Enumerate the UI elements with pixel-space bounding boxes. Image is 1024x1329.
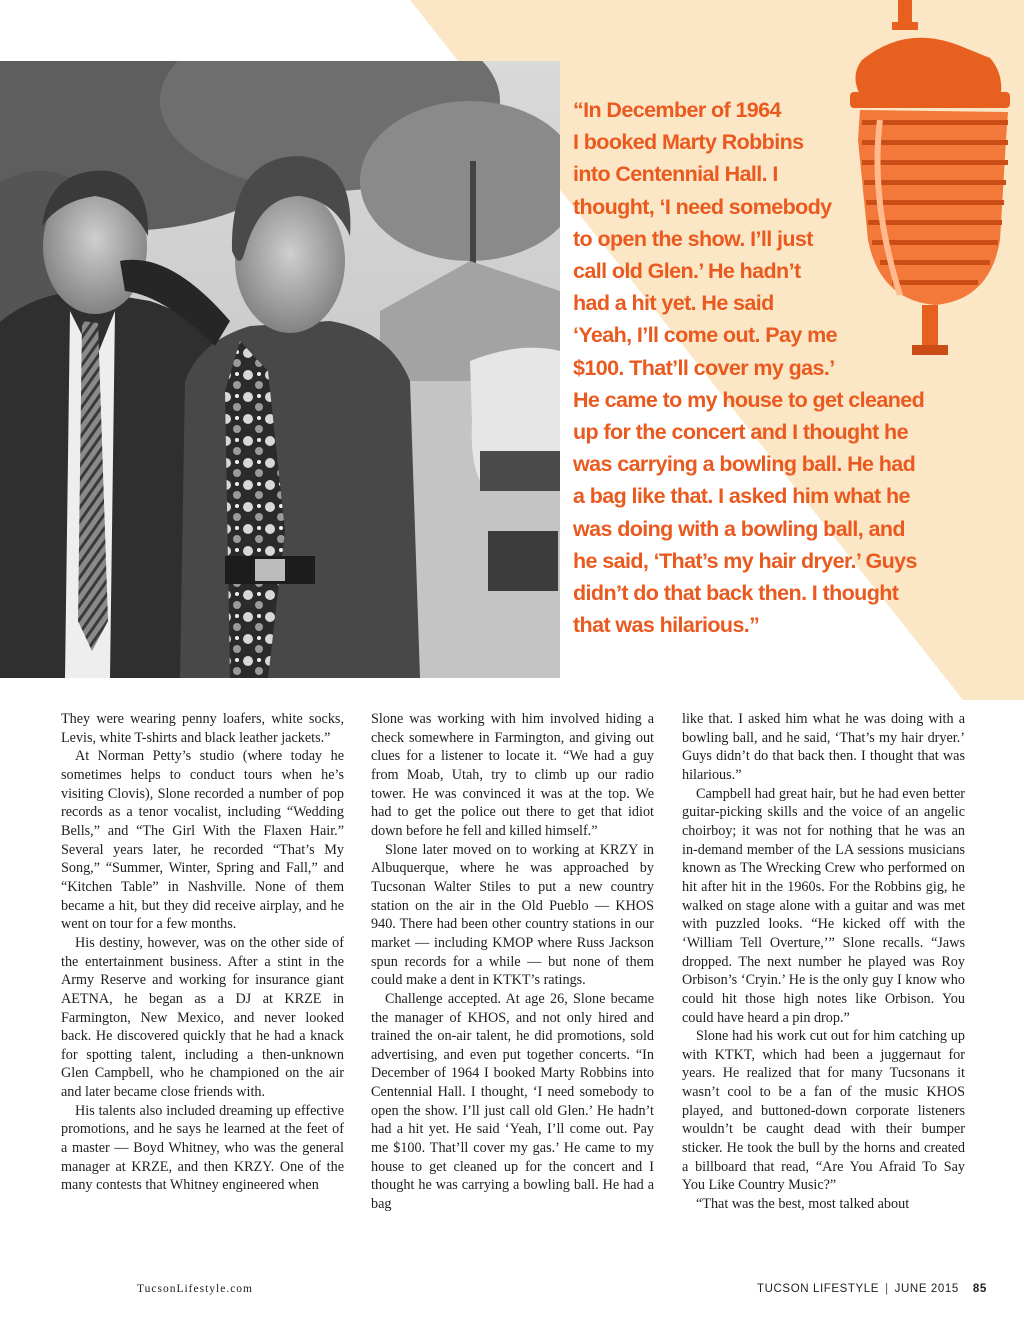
pull-quote-line: he said, ‘That’s my hair dryer.’ Guys bbox=[573, 548, 917, 573]
paragraph: Campbell had great hair, but he had even better guitar-picking skills and the voice of an angelic choirboy; it was not for nothing that he was an in-demand member of the LA sessions musicians known as The Wrecking Crew who performed on hit after hit in the 1960s. For the Robbins gig, he walked on stage alone with a guitar and was met with puzzled looks. “He kicked off with the ‘William Tell Overture,’” Slone recalls. “Jaws dropped. The next number he played was Roy Orbison’s ‘Cryin.’ He is the only guy I know who could hit those high notes like Orbison. You could have heard a pin drop.” bbox=[682, 785, 965, 1026]
pull-quote-line: $100. That’ll cover my gas.’ bbox=[573, 355, 835, 380]
article-column-1 bbox=[61, 710, 344, 1195]
paragraph: They were wearing penny loafers, white socks, Levis, white T-shirts and black leather jackets.” bbox=[61, 711, 344, 746]
paragraph: Slone later moved on to working at KRZY in Albuquerque, where he was approached by Tucsonan Walter Stiles to put a new country station on the air in the Old Pueblo — KHOS 940. There had been other country stations in our market — including KMOP where Russ Jackson spun records for a while — but none of them could make a dent in KTKT’s ratings. bbox=[371, 841, 654, 989]
paragraph: Slone had his work cut out for him catching up with KTKT, which had been a juggernaut for years. He realized that for many Tucsonans it wasn’t cool to be a fan of the music KHOS played, and buttoned-down corporate listeners wouldn’t be caught dead with their bumper sticker. He took the bull by the horns and created a billboard that read, “Are You Afraid To Say You Like Country Music?” bbox=[682, 1028, 965, 1194]
issue-date: JUNE 2015 bbox=[894, 1283, 959, 1295]
pull-quote-line: thought, ‘I need somebody bbox=[573, 194, 832, 219]
paragraph: Challenge accepted. At age 26, Slone became the manager of KHOS, and not only hired and trained the on-air talent, he did promotions, sold advertising, and even put together concerts. “In December of 1964 I booked Marty Robbins into Centennial Hall. I thought, ‘I need somebody to open the show. I’ll just call old Glen.’ He hadn’t had a hit yet. He said ‘Yeah, I’ll come out. Pay me $100. That’ll cover my gas.’ He came to my house to get cleaned up for the concert and I thought he was carrying a bowling ball. He had a bag bbox=[371, 990, 654, 1213]
paragraph: His destiny, however, was on the other side of the entertainment business. After a stint in the Army Reserve and working for insurance giant AETNA, he began as a DJ at KRZE in Farmington, New Mexico, and never looked back. He discovered quickly that he had a knack for spotting talent, including a then-unknown Glen Campbell, who he championed on the air and later became close friends with. bbox=[61, 934, 344, 1101]
pull-quote-line: “In December of 1964 bbox=[573, 98, 781, 122]
paragraph: At Norman Petty’s studio (where today he sometimes helps to conduct tours when he’s visiting Clovis), Slone recorded a number of pop records as a tenor vocalist, including “Wedding Bells,” and “The Girl With the Flaxen Hair.” Several years later, he recorded “That’s My Song,” “Summer, Winter, Spring and Fall,” and “Kitchen Table” in Nashville. None of them became a hit, but they did receive airplay, and he went on tour for a few months. bbox=[61, 748, 344, 933]
article-column-3 bbox=[682, 710, 965, 1214]
paragraph: like that. I asked him what he was doing with a bowling ball, and he said, ‘That’s my hair dryer.’ Guys didn’t do that back then. I thought that was hilarious.” bbox=[682, 711, 965, 783]
pull-quote-line: had a hit yet. He said bbox=[573, 291, 774, 316]
page-number: 85 bbox=[972, 1283, 987, 1295]
pull-quote-line: to open the show. I’ll just bbox=[573, 226, 813, 251]
pull-quote-line: up for the concert and I thought he bbox=[573, 420, 908, 445]
article-column-2 bbox=[371, 710, 654, 1214]
footer-folio bbox=[757, 1283, 987, 1295]
paragraph: His talents also included dreaming up effective promotions, and he says he learned at the feet of a master — Boyd Whitney, who was the general manager at KRZE, and then KRZY. One of the many contests that Whitney engineered when bbox=[61, 1102, 344, 1194]
footer-separator: | bbox=[885, 1283, 889, 1295]
pull-quote-line: didn’t do that back then. I thought bbox=[573, 581, 899, 606]
pull-quote-line: was doing with a bowling ball, and bbox=[573, 516, 905, 541]
pull-quote-line: that was hilarious.” bbox=[573, 613, 760, 638]
photo-slone-and-campbell bbox=[0, 61, 560, 678]
pull-quote-line: into Centennial Hall. I bbox=[573, 162, 778, 187]
pull-quote-line: a bag like that. I asked him what he bbox=[573, 484, 910, 509]
pull-quote-line: He came to my house to get cleaned bbox=[573, 387, 925, 412]
paragraph: “That was the best, most talked about bbox=[696, 1196, 910, 1213]
pull-quote-line: was carrying a bowling ball. He had bbox=[573, 452, 916, 477]
pull-quote bbox=[573, 94, 953, 641]
pull-quote-line: I booked Marty Robbins bbox=[573, 130, 804, 155]
footer-website: TucsonLifestyle.com bbox=[137, 1283, 253, 1295]
magazine-name: TUCSON LIFESTYLE bbox=[757, 1283, 880, 1295]
paragraph: Slone was working with him involved hiding a check somewhere in Farmington, and giving out clues for a listener to locate it. “We had a guy from Moab, Utah, try to climb up our radio tower. He was convinced it was at the top. We had to get the police out there to get that idiot down before he fell and killed himself.” bbox=[371, 711, 654, 839]
pull-quote-line: call old Glen.’ He hadn’t bbox=[573, 259, 801, 284]
pull-quote-line: ‘Yeah, I’ll come out. Pay me bbox=[573, 323, 838, 348]
